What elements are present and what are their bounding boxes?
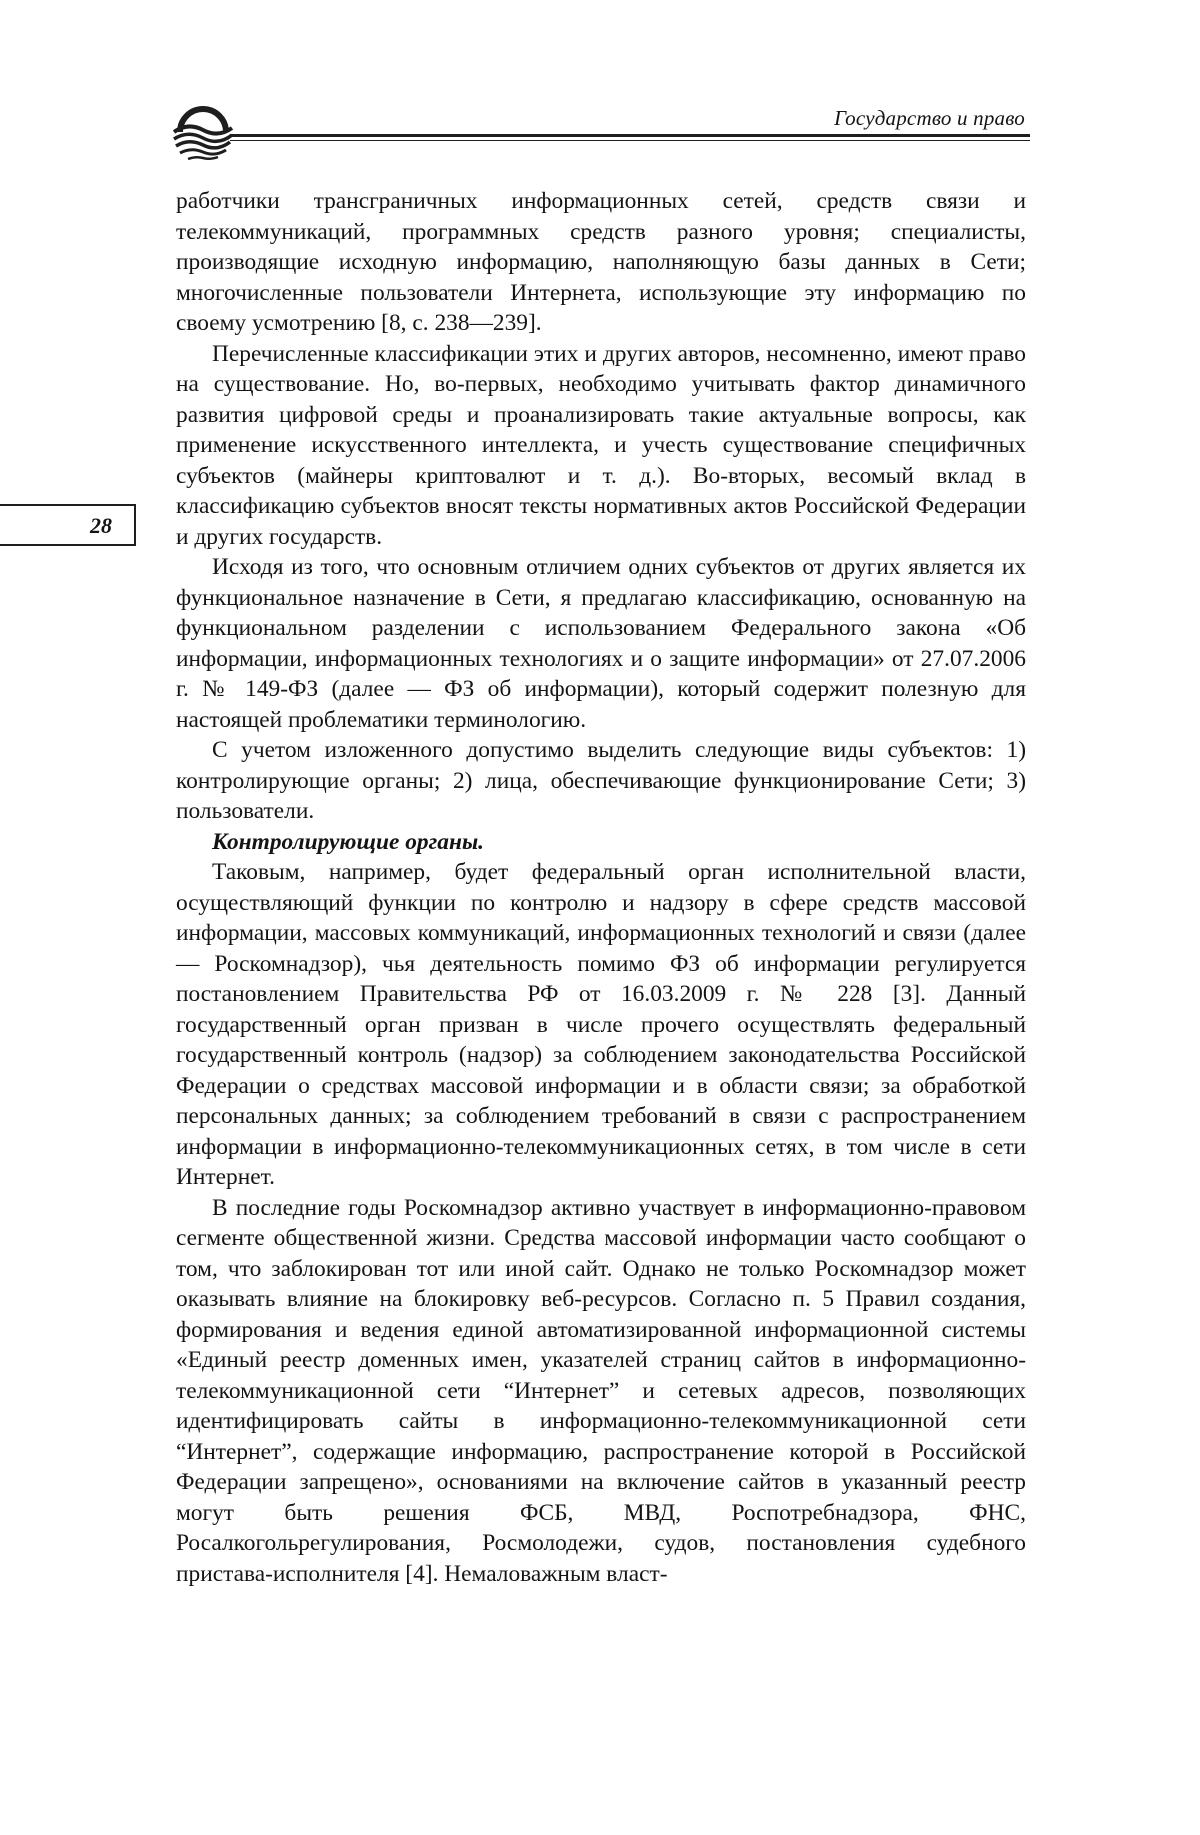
- paragraph: Таковым, например, будет федеральный орган исполнительной власти, осуществляющий функции по контролю и надзору в сфере средств массовой информации, массовых коммуникаций, информационных технологий и связи (далее — Роскомнадзор), чья деятельность помимо ФЗ об информации регулируется постановлением Правительства РФ от 16.03.2009 г. № 228 [3]. Данный государственный орган призван в числе прочего осуществлять федеральный государственный контроль (надзор) за соблюдением законодательства Российской Федерации о средствах массовой информации и в области связи; за обработкой персональных данных; за соблюдением требований в связи с распространением информации в информационно-телекоммуникационных сетях, в том числе в сети Интернет.: [176, 859, 1026, 1190]
- running-title: Государство и право: [834, 106, 1025, 130]
- page-number: 28: [90, 513, 112, 538]
- journal-logo-icon: [170, 102, 236, 164]
- header-rule-thick: [230, 134, 1030, 137]
- header-rule-thin: [230, 140, 1030, 141]
- paragraph: Перечисленные классификации этих и других авторов, несомненно, имеют право на существование. Но, во-первых, необходимо учитывать фактор динамичного развития цифровой среды и проанализировать такие актуальные вопросы, как применение искусственного интеллекта, и учесть существование специфичных субъектов (майнеры криптовалют и т. д.). Во-вторых, весомый вклад в классификацию субъектов вносят тексты нормативных актов Российской Федерации и других государств.: [176, 340, 1026, 550]
- paragraph: С учетом изложенного допустимо выделить следующие виды субъектов: 1) контролирующие органы; 2) лица, обеспечивающие функционирование Сети; 3) пользователи.: [176, 737, 1026, 824]
- article-body: [176, 186, 1026, 1589]
- page-number-tab: [0, 504, 136, 546]
- paragraph: В последние годы Роскомнадзор активно участвует в информационно-правовом сегменте общественной жизни. Средства массовой информации часто сообщают о том, что заблокирован тот или иной сайт. Однако не только Роскомнадзор может оказывать влияние на блокировку веб-ресурсов. Согласно п. 5 Правил создания, формирования и ведения единой автоматизированной информационной системы «Единый реестр доменных имен, указателей страниц сайтов в информационно-телекоммуникационной сети “Интернет” и сетевых адресов, позволяющих идентифицировать сайты в информационно-телекоммуникационной сети “Интернет”, содержащие информацию, распространение которой в Российской Федерации запрещено», основаниями на включение сайтов в указанный реестр могут быть решения ФСБ, МВД, Роспотребнадзора, ФНС, Росалкогольрегулирования, Росмолодежи, судов, постановления судебного пристава-исполнителя [4]. Немаловажным власт-: [176, 1194, 1026, 1587]
- section-subheading: Контролирующие органы.: [212, 828, 485, 855]
- page-header: [170, 98, 1030, 148]
- paragraph: Исходя из того, что основным отличием одних субъектов от других является их функциональное назначение в Сети, я предлагаю классификацию, основанную на функциональном разделении с использованием Федерального закона «Об информации, информационных технологиях и о защите информации» от 27.07.2006 г. № 149-ФЗ (далее — ФЗ об информации), который содержит полезную для настоящей проблематики терминологию.: [176, 554, 1026, 733]
- paragraph: работчики трансграничных информационных сетей, средств связи и телекоммуникаций, программных средств разного уровня; специалисты, производящие исходную информацию, наполняющую базы данных в Сети; многочисленные пользователи Интернета, использующие эту информацию по своему усмотрению [8, с. 238—239].: [176, 188, 1026, 336]
